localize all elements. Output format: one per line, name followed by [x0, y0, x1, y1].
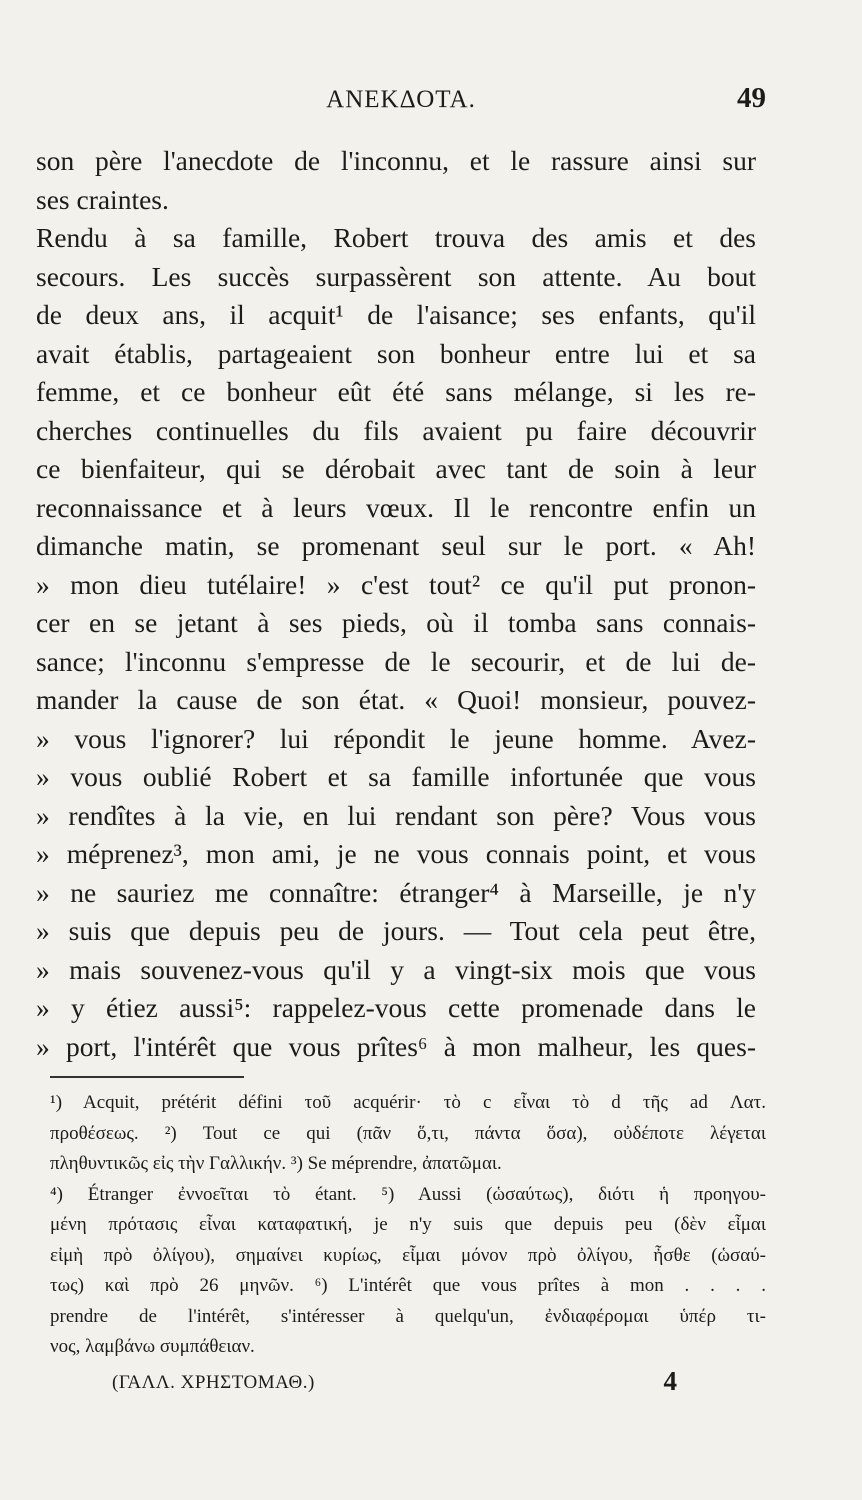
footnote-line: πληθυντικῶς εἰς τὴν Γαλλικήν. ³) Se méprendre, ἀπατῶμαι. [50, 1153, 502, 1174]
text-line: avait établis, partageaient son bonheur entre lui et sa [36, 337, 756, 369]
footnote-line: ¹) Acquit, prétérit défini τοῦ acquérir· τὸ c εἶναι τὸ d τῆς ad Λατ. [50, 1092, 766, 1113]
footnote-line: προθέσεως. ²) Tout ce qui (πᾶν ὅ,τι, πάντα ὅσα), οὐδέποτε λέγεται [50, 1122, 766, 1144]
footnote-line: τως) καὶ πρὸ 26 μηνῶν. ⁶) L'intérêt que vous prîtes à mon . . . . [50, 1275, 766, 1296]
body-text [36, 142, 756, 1066]
footnote-rule [50, 1076, 244, 1078]
text-line: dimanche matin, se promenant seul sur le port. « Ah! [36, 530, 756, 561]
text-line: ses craintes. [36, 183, 169, 215]
text-line: son père l'anecdote de l'inconnu, et le rassure ainsi sur [36, 145, 756, 176]
text-line: » port, l'intérêt que vous prîtes⁶ à mon malheur, les ques- [36, 1030, 756, 1062]
text-line: secours. Les succès surpassèrent son attente. Au bout [36, 260, 756, 292]
footnote-line: μένη πρότασις εἶναι καταφατική, je n'y suis que depuis peu (δὲν εἶμαι [50, 1214, 766, 1235]
text-line: reconnaissance et à leurs vœux. Il le rencontre enfin un [36, 491, 756, 523]
footnote-line: ⁴) Étranger ἐννοεῖται τὸ étant. ⁵) Aussi (ὡσαύτως), διότι ἡ προηγου- [50, 1183, 766, 1205]
text-line: cherches continuelles du fils avaient pu faire découvrir [36, 414, 756, 446]
text-line: » méprenez³, mon ami, je ne vous connais point, et vous [36, 838, 756, 869]
text-line: » rendîtes à la vie, en lui rendant son père? Vous vous [36, 799, 756, 831]
text-line: » ne sauriez me connaître: étranger⁴ à Marseille, je n'y [36, 876, 756, 908]
running-title: ΑΝΕΚΔΟΤΑ. [326, 86, 476, 113]
signature-mark: (ΓΑΛΛ. ΧΡΗΣΤΟΜΑΘ.) [112, 1372, 315, 1393]
text-line: ce bienfaiteur, qui se dérobait avec tant de soin à leur [36, 453, 756, 484]
text-line: » y étiez aussi⁵: rappelez-vous cette promenade dans le [36, 992, 756, 1023]
footnotes [50, 1088, 766, 1363]
text-line: cer en se jetant à ses pieds, où il tomba sans connais- [36, 607, 756, 638]
page-number: 49 [737, 82, 766, 114]
footnote-line: εἰμὴ πρὸ ὀλίγου), σημαίνει κυρίως, εἶμαι μόνον πρὸ ὀλίγου, ἦσθε (ὡσαύ- [50, 1244, 766, 1266]
text-line: » suis que depuis peu de jours. — Tout cela peut être, [36, 915, 756, 946]
running-head [36, 82, 766, 118]
text-line: Rendu à sa famille, Robert trouva des amis et des [36, 222, 756, 253]
text-line: » mais souvenez-vous qu'il y a vingt-six mois que vous [36, 953, 756, 985]
text-line: » mon dieu tutélaire! » c'est tout² ce qu'il put pronon- [36, 568, 756, 600]
text-line: » vous l'ignorer? lui répondit le jeune homme. Avez- [36, 722, 756, 754]
footnote-line: νος, λαμβάνω συμπάθειαν. [50, 1336, 255, 1357]
footnote-line: prendre de l'intérêt, s'intéresser à quelqu'un, ἐνδιαφέρομαι ὑπέρ τι- [50, 1305, 766, 1327]
signature-line [112, 1366, 677, 1402]
text-line: mander la cause de son état. « Quoi! monsieur, pouvez- [36, 684, 756, 715]
signature-number: 4 [663, 1366, 677, 1396]
text-line: femme, et ce bonheur eût été sans mélange, si les re- [36, 376, 756, 407]
text-line: de deux ans, il acquit¹ de l'aisance; ses enfants, qu'il [36, 299, 756, 330]
text-line: sance; l'inconnu s'empresse de le secourir, et de lui de- [36, 645, 756, 677]
text-line: » vous oublié Robert et sa famille infortunée que vous [36, 761, 756, 792]
